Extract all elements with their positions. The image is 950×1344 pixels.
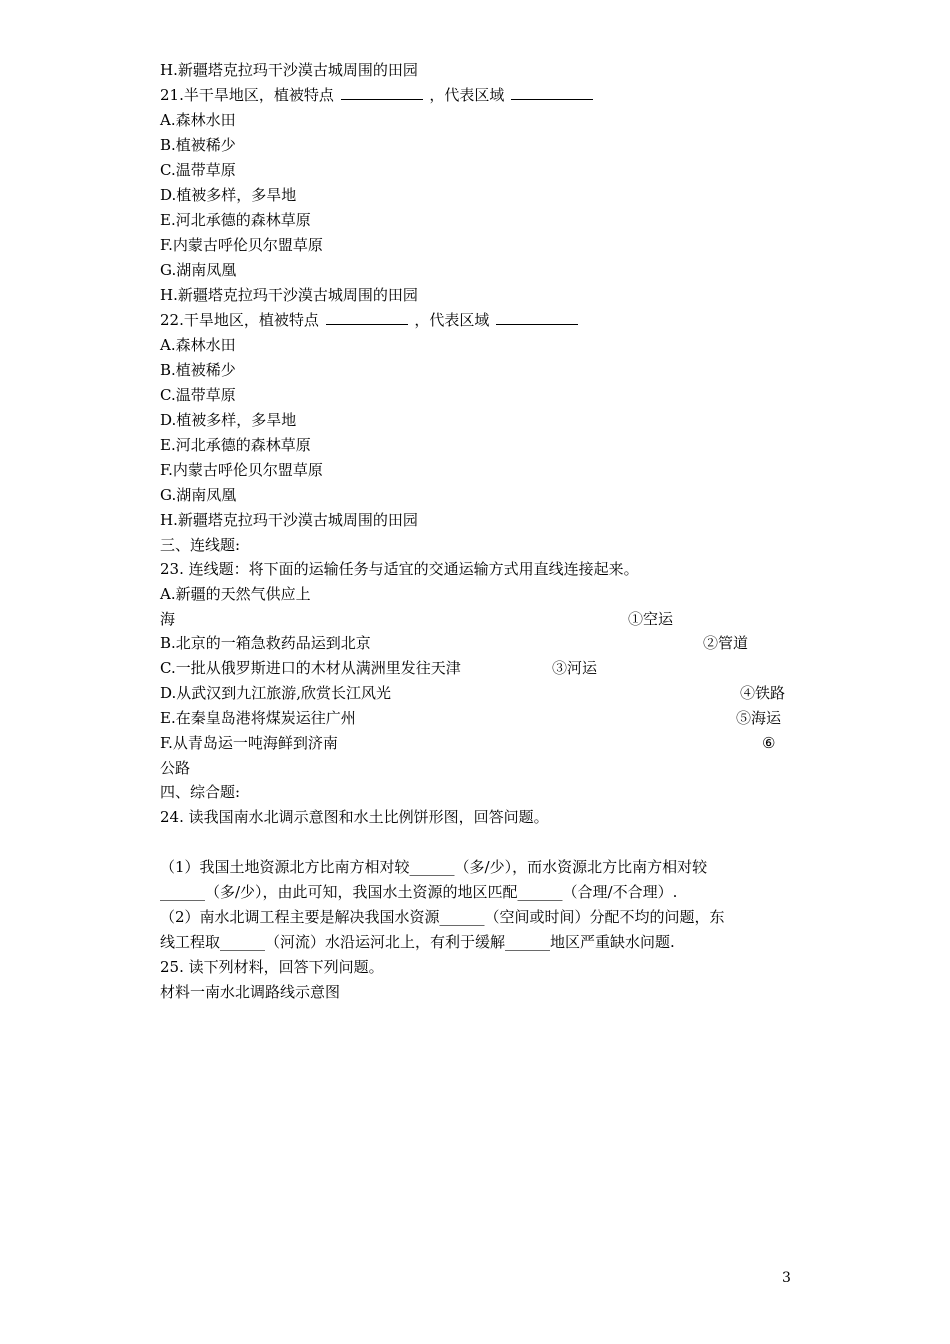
q25-material-caption: 材料一南水北调路线示意图 xyxy=(160,983,341,1001)
q22-option: F.内蒙古呼伦贝尔盟草原 xyxy=(160,461,323,479)
q21-option: H.新疆塔克拉玛干沙漠古城周围的田园 xyxy=(160,286,418,304)
q21-option: D.植被多样，多旱地 xyxy=(160,186,297,204)
q22-option: C.温带草原 xyxy=(160,386,236,404)
q22-blank-region xyxy=(496,310,578,325)
page-number: 3 xyxy=(782,1270,791,1286)
q23-mode-3: ③河运 xyxy=(552,659,598,677)
q23-stem: 23. 连线题：将下面的运输任务与适宜的交通运输方式用直线连接起来。 xyxy=(160,560,639,578)
q22-option: A.森林水田 xyxy=(160,336,236,354)
q20-option-h: H.新疆塔克拉玛干沙漠古城周围的田园 xyxy=(160,61,418,79)
q24-part1-line1: （1）我国土地资源北方比南方相对较______（多/少），而水资源北方比南方相对较 xyxy=(160,858,708,876)
q23-task-d: D.从武汉到九江旅游,欣赏长江风光 xyxy=(160,684,392,702)
q23-mode-5: ⑤海运 xyxy=(736,709,782,727)
q24-part2-line1: （2）南水北调工程主要是解决我国水资源______（空间或时间）分配不均的问题，东 xyxy=(160,908,725,926)
q22-option: D.植被多样，多旱地 xyxy=(160,411,297,429)
q23-mode-4: ④铁路 xyxy=(740,684,786,702)
q23-task-e: E.在秦皇岛港将煤炭运往广州 xyxy=(160,709,356,727)
section-heading-comprehensive: 四、综合题: xyxy=(160,783,241,801)
q22-stem-text-b: ，代表区域 xyxy=(414,311,490,329)
q21-option: A.森林水田 xyxy=(160,111,236,129)
q22-option: G.湖南凤凰 xyxy=(160,486,237,504)
q22-blank-feature xyxy=(326,310,408,325)
q23-mode-6: ⑥ xyxy=(762,734,776,752)
q22-stem-text-a: 22.干旱地区，植被特点 xyxy=(160,311,319,329)
q21-stem-text-b: ，代表区域 xyxy=(429,86,505,104)
q21-option: G.湖南凤凰 xyxy=(160,261,237,279)
q23-task-a: A.新疆的天然气供应上 xyxy=(160,585,311,603)
q23-mode-2: ②管道 xyxy=(703,634,749,652)
q23-task-f: F.从青岛运一吨海鲜到济南 xyxy=(160,734,338,752)
q22-option: E.河北承德的森林草原 xyxy=(160,436,311,454)
q21-stem xyxy=(160,84,595,106)
q22-option: B.植被稀少 xyxy=(160,361,236,379)
q21-option: F.内蒙古呼伦贝尔盟草原 xyxy=(160,236,323,254)
q21-blank-region xyxy=(511,85,593,100)
q23-task-b: B.北京的一箱急救药品运到北京 xyxy=(160,634,371,652)
q21-option: B.植被稀少 xyxy=(160,136,236,154)
q24-part2-line2: 线工程取______（河流）水沿运河北上，有利于缓解______地区严重缺水问题. xyxy=(160,933,675,951)
q21-stem-text-a: 21.半干旱地区，植被特点 xyxy=(160,86,334,104)
q24-part1-line2: ______（多/少），由此可知，我国水土资源的地区匹配______（合理/不合理）. xyxy=(160,883,678,901)
q25-stem: 25. 读下列材料，回答下列问题。 xyxy=(160,958,384,976)
q23-task-a-wrap: 海 xyxy=(160,610,176,628)
q23-task-c: C.一批从俄罗斯进口的木材从满洲里发往天津 xyxy=(160,659,461,677)
q24-stem: 24. 读我国南水北调示意图和水土比例饼形图，回答问题。 xyxy=(160,808,549,826)
q22-stem xyxy=(160,309,580,331)
q23-mode-6-wrap: 公路 xyxy=(160,759,191,777)
q21-blank-feature xyxy=(341,85,423,100)
q21-option: C.温带草原 xyxy=(160,161,236,179)
q22-option: H.新疆塔克拉玛干沙漠古城周围的田园 xyxy=(160,511,418,529)
section-heading-matching: 三、连线题: xyxy=(160,536,241,554)
q21-option: E.河北承德的森林草原 xyxy=(160,211,311,229)
q23-mode-1: ①空运 xyxy=(628,610,674,628)
